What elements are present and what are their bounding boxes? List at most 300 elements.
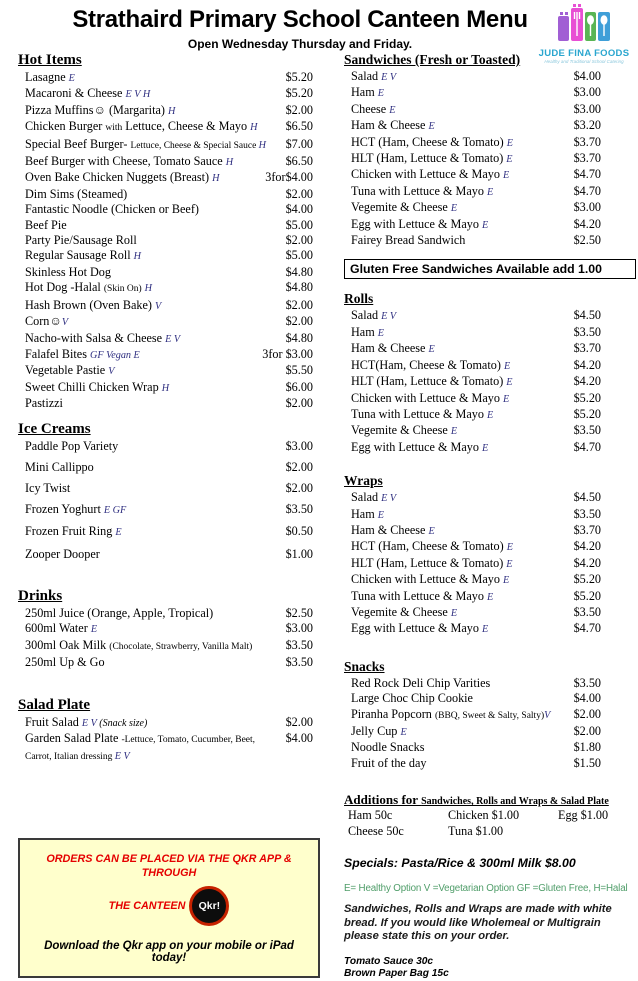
- item-price: $2.00: [285, 714, 313, 729]
- item-tag: E V: [381, 311, 397, 323]
- item-name: Party Pie/Sausage Roll: [25, 233, 137, 248]
- section-heading: Wraps: [344, 473, 383, 489]
- item-price: $2.00: [285, 297, 313, 312]
- item-name: Red Rock Deli Chip Varities: [351, 675, 491, 690]
- item-name: Mini Callippo: [25, 459, 94, 474]
- item-price: $3.50: [573, 506, 601, 521]
- item-tag: E: [450, 203, 458, 215]
- item-price: $6.50: [285, 154, 313, 169]
- item-tag: E V: [381, 493, 397, 505]
- menu-item: [351, 724, 601, 740]
- item-tag: E V: [114, 751, 130, 763]
- item-price: $2.50: [285, 605, 313, 620]
- item-name: Egg with Lettuce & Mayo E: [351, 216, 489, 231]
- item-price: $2.00: [285, 314, 313, 329]
- menu-item: [351, 308, 601, 324]
- orders-line2-text: THE CANTEEN: [108, 899, 186, 912]
- menu-item: [25, 524, 313, 540]
- section-items: [18, 715, 320, 766]
- item-name: 300ml Oak Milk (Chocolate, Strawberry, Vanilla Malt): [25, 637, 253, 652]
- item-tag: E: [506, 558, 513, 570]
- section-hot-items: [18, 52, 320, 412]
- item-price: $1.50: [573, 755, 601, 770]
- menu-item: [351, 605, 601, 621]
- item-name: Lasagne E: [25, 70, 75, 84]
- item-name: Tuna with Lettuce & Mayo E: [351, 183, 494, 198]
- item-name: Ham & Cheese E: [351, 341, 435, 356]
- additions-cell: Tuna $1.00: [448, 823, 504, 838]
- item-name: 250ml Up & Go: [25, 655, 105, 670]
- item-name: HLT (Ham, Lettuce & Tomato) E: [351, 151, 513, 166]
- menu-item: [25, 154, 313, 170]
- item-name: Ham & Cheese E: [351, 522, 435, 537]
- item-name: Skinless Hot Dog: [25, 264, 111, 279]
- section-heading: Drinks: [18, 587, 63, 604]
- item-name: Zooper Dooper: [25, 546, 100, 561]
- section-items: [344, 676, 636, 771]
- item-name: Ham E: [351, 506, 384, 521]
- item-price: $4.80: [285, 330, 313, 345]
- menu-item: [351, 676, 601, 691]
- right-column: [344, 52, 636, 981]
- item-tag: H: [258, 139, 267, 151]
- item-tag: (Chocolate, Strawberry, Vanilla Malt): [109, 641, 253, 652]
- menu-item: [351, 391, 601, 407]
- additions-heading: [344, 792, 636, 808]
- item-name: HCT (Ham, Cheese & Tomato) E: [351, 539, 513, 554]
- menu-item: [25, 363, 313, 379]
- item-tag: E: [506, 542, 513, 554]
- menu-item: [25, 380, 313, 396]
- additions-row: [348, 824, 636, 840]
- section-heading: Snacks: [344, 658, 385, 674]
- item-price: $3.00: [285, 621, 313, 636]
- menu-item: [351, 151, 601, 167]
- menu-item: [25, 218, 313, 233]
- menu-item: [351, 407, 601, 423]
- item-price: $3.00: [573, 85, 601, 100]
- item-name: Beef Pie: [25, 217, 67, 232]
- menu-item: [25, 137, 313, 154]
- menu-item: [351, 572, 601, 588]
- item-tag: E: [428, 525, 435, 537]
- menu-item: [351, 69, 601, 85]
- menu-item: [25, 233, 313, 248]
- item-price: 3for $3.00: [262, 346, 313, 361]
- item-price: $3.50: [573, 604, 601, 619]
- menu-item: [351, 490, 601, 506]
- item-tag: E: [389, 104, 396, 116]
- item-price: $1.00: [285, 546, 313, 561]
- item-name: Ham E: [351, 324, 384, 339]
- item-price: $5.20: [573, 406, 601, 421]
- item-name: Chicken with Lettuce & Mayo E: [351, 167, 510, 182]
- item-name: Tuna with Lettuce & Mayo E: [351, 406, 494, 421]
- menu-item: [351, 118, 601, 134]
- menu-item: [351, 740, 601, 755]
- menu-item: [25, 314, 313, 330]
- logo-name: JUDE FINA FOODS: [538, 48, 630, 59]
- item-name: Large Choc Chip Cookie: [351, 691, 473, 706]
- item-tag: E: [450, 607, 458, 619]
- item-price: $2.00: [285, 396, 313, 411]
- menu-item: [351, 374, 601, 390]
- menu-item: [351, 102, 601, 118]
- item-price: $4.20: [573, 216, 601, 231]
- item-tag: H: [133, 251, 142, 263]
- item-name: HCT(Ham, Cheese & Tomato) E: [351, 357, 511, 372]
- menu-item: [25, 731, 313, 766]
- gluten-free-notice: Gluten Free Sandwiches Available add 1.00: [344, 259, 636, 279]
- item-price: $6.00: [285, 379, 313, 394]
- item-tag: H: [250, 122, 258, 134]
- menu-item: [351, 539, 601, 555]
- menu-item: [351, 523, 601, 539]
- section-heading: Salad Plate: [18, 696, 91, 713]
- item-tag: E: [377, 88, 384, 100]
- item-price: $3.20: [573, 118, 601, 133]
- additions-heading-small: Sandwiches, Rolls and Wraps & Salad Plate: [421, 796, 609, 808]
- menu-item: [25, 86, 313, 102]
- section-ice-creams: [18, 421, 320, 562]
- item-tag: E: [502, 393, 510, 405]
- item-name: HLT (Ham, Lettuce & Tomato) E: [351, 555, 513, 570]
- item-price: $3.70: [573, 151, 601, 166]
- section-drinks: [18, 588, 320, 671]
- logo-tagline: Healthy and Traditional School Catering: [544, 59, 624, 64]
- item-name: Fairey Bread Sandwich: [351, 233, 466, 248]
- section-heading: Hot Items: [18, 52, 82, 68]
- menu-item: [25, 103, 313, 119]
- item-name: Chicken Burger with Lettuce, Cheese & Mayo H: [25, 119, 258, 134]
- menu-item: [25, 119, 313, 136]
- menu-item: [25, 347, 313, 363]
- item-tag: H: [167, 105, 176, 117]
- orders-line2: [26, 886, 312, 926]
- item-name: Regular Sausage Roll H: [25, 248, 142, 263]
- menu-item: [351, 341, 601, 357]
- item-name: HCT (Ham, Cheese & Tomato) E: [351, 134, 513, 149]
- item-name: Vegemite & Cheese E: [351, 604, 458, 619]
- item-price: $3.00: [573, 200, 601, 215]
- section-heading: Ice Creams: [18, 420, 91, 437]
- section-items: [18, 606, 320, 671]
- bread-note: Sandwiches, Rolls and Wraps are made with white bread. If you would like Wholemeal or Multigrain please state this on your order.: [344, 903, 612, 943]
- item-price: $3.00: [285, 438, 313, 453]
- item-tag: H: [212, 173, 220, 185]
- item-name: Tuna with Lettuce & Mayo E: [351, 588, 494, 603]
- item-tag: with: [105, 123, 123, 134]
- cutlery-bars-icon: [555, 3, 613, 43]
- item-price: $3.50: [573, 423, 601, 438]
- item-name: Jelly Cup E: [351, 724, 407, 738]
- item-price: $3.70: [573, 341, 601, 356]
- additions-heading-main: Additions for: [344, 792, 422, 808]
- bag-note: Brown Paper Bag 15c: [344, 968, 449, 980]
- menu-item: [25, 481, 313, 496]
- menu-item: [25, 170, 313, 186]
- item-name: Cheese E: [351, 101, 396, 116]
- additions-cell: Ham 50c: [348, 808, 393, 823]
- item-price: $6.50: [285, 119, 313, 134]
- item-name: Macaroni & Cheese E V H: [25, 86, 151, 101]
- menu-item: [351, 440, 601, 456]
- item-name: Fruit of the day: [351, 755, 427, 770]
- item-name: 600ml Water E: [25, 621, 98, 636]
- item-name: Ham E: [351, 85, 384, 100]
- item-tag: E: [482, 219, 489, 231]
- menu-item: [351, 423, 601, 439]
- item-price: $4.50: [573, 490, 601, 505]
- sauce-note: Tomato Sauce 30c: [344, 955, 434, 967]
- menu-item: [25, 655, 313, 670]
- item-tag: (Snack size): [99, 717, 148, 729]
- menu-item: [25, 298, 313, 314]
- menu-item: [351, 325, 601, 341]
- item-tag: E: [450, 426, 458, 438]
- item-price: $5.20: [285, 70, 313, 84]
- item-name: Chicken with Lettuce & Mayo E: [351, 572, 510, 587]
- item-price: $5.00: [285, 217, 313, 232]
- item-tag: E: [486, 186, 494, 198]
- menu-item: [25, 606, 313, 621]
- item-price: $4.70: [573, 439, 601, 454]
- menu-item: [25, 331, 313, 347]
- section-heading: Rolls: [344, 291, 374, 307]
- item-price: $2.50: [573, 233, 601, 248]
- item-name: Ham & Cheese E: [351, 118, 435, 133]
- item-price: $5.50: [285, 363, 313, 378]
- item-price: $4.00: [285, 202, 313, 217]
- item-name: Noodle Snacks: [351, 740, 425, 755]
- item-price: $4.00: [573, 691, 601, 706]
- item-name: Pastizzi: [25, 396, 63, 411]
- menu-item: [351, 691, 601, 706]
- item-name: Piranha Popcorn (BBQ, Sweet & Salty, Salty)V: [351, 706, 551, 721]
- item-tag: E: [68, 73, 75, 84]
- menu-item: [25, 265, 313, 280]
- item-price: $2.00: [285, 480, 313, 495]
- item-tag: E: [506, 377, 513, 389]
- menu-item: [25, 70, 313, 86]
- section-additions: [344, 792, 636, 839]
- item-price: $1.80: [573, 740, 601, 755]
- item-name: Fantastic Noodle (Chicken or Beef): [25, 202, 199, 217]
- item-price: $3.50: [285, 655, 313, 670]
- item-tag: E: [506, 137, 513, 149]
- menu-item: [351, 589, 601, 605]
- item-name: 250ml Juice (Orange, Apple, Tropical): [25, 605, 214, 620]
- item-price: $0.50: [285, 524, 313, 539]
- additions-cell: Egg $1.00: [558, 808, 609, 823]
- orders-line1: ORDERS CAN BE PLACED VIA THE QKR APP & THROUGH: [46, 852, 292, 879]
- dietary-legend: E= Healthy Option V =Vegetarian Option GF =Gluten Free, H=Halal: [344, 883, 628, 895]
- menu-item: [25, 715, 313, 731]
- item-name: Chicken with Lettuce & Mayo E: [351, 390, 510, 405]
- menu-item: [351, 233, 601, 248]
- section-items: [18, 70, 320, 412]
- item-price: $4.70: [573, 621, 601, 636]
- item-tag: H: [144, 283, 153, 295]
- item-price: $4.00: [573, 69, 601, 83]
- section-items: [18, 439, 320, 562]
- section-items: [344, 308, 636, 456]
- item-price: $5.00: [285, 248, 313, 263]
- item-price: 3for$4.00: [265, 170, 313, 185]
- item-name: Egg with Lettuce & Mayo E: [351, 439, 489, 454]
- menu-item: [25, 202, 313, 217]
- menu-item: [25, 502, 313, 518]
- qkr-app-icon: Qkr!: [189, 886, 229, 926]
- item-price: $5.20: [573, 572, 601, 587]
- item-name: Oven Bake Chicken Nuggets (Breast) H: [25, 170, 220, 185]
- menu-item: [351, 507, 601, 523]
- item-tag: H: [161, 382, 170, 394]
- item-tag: E: [486, 409, 494, 421]
- item-price: $4.20: [573, 555, 601, 570]
- item-price: $3.50: [285, 637, 313, 652]
- item-price: $4.80: [285, 264, 313, 279]
- menu-item: [25, 621, 313, 637]
- specials-note: Specials: Pasta/Rice & 300ml Milk $8.00: [344, 856, 576, 871]
- item-tag: (BBQ, Sweet & Salty, Salty): [434, 710, 545, 721]
- item-price: $5.20: [573, 588, 601, 603]
- item-price: $4.20: [573, 374, 601, 389]
- item-price: $2.00: [573, 706, 601, 721]
- item-price: $3.50: [573, 324, 601, 339]
- item-name: Frozen Fruit Ring E: [25, 524, 122, 539]
- item-price: $4.00: [285, 730, 313, 745]
- menu-item: [351, 556, 601, 572]
- item-tag: E V: [381, 72, 397, 83]
- item-tag: E: [502, 575, 510, 587]
- menu-item: [351, 167, 601, 183]
- item-name: Paddle Pop Variety: [25, 438, 119, 453]
- item-name: Salad E V: [351, 308, 397, 323]
- item-tag: E V H: [125, 89, 151, 101]
- item-tag: H: [225, 157, 234, 169]
- section-items: [344, 490, 636, 638]
- item-tag: -Lettuce, Tomato, Cucumber, Beet, Carrot, Italian dressing: [25, 734, 256, 763]
- item-tag: Lettuce, Cheese & Special Sauce: [130, 140, 259, 151]
- item-price: $3.50: [573, 675, 601, 690]
- menu-item: [351, 621, 601, 637]
- item-name: Hot Dog -Halal (Skin On) H: [25, 280, 153, 295]
- item-price: $4.70: [573, 183, 601, 198]
- item-tag: E: [400, 727, 407, 738]
- additions-cell: Cheese 50c: [348, 823, 404, 838]
- item-name: Vegemite & Cheese E: [351, 423, 458, 438]
- additions-cell: Chicken $1.00: [448, 808, 520, 823]
- item-tag: E V: [81, 717, 100, 729]
- page-subtitle: Open Wednesday Thursday and Friday.: [187, 37, 413, 51]
- item-name: Salad E V: [351, 69, 397, 83]
- item-tag: E: [502, 170, 510, 182]
- item-name: Icy Twist: [25, 480, 71, 495]
- item-tag: E: [428, 121, 435, 133]
- item-price: $2.00: [285, 186, 313, 201]
- item-tag: (Skin On): [103, 284, 142, 295]
- item-tag: E: [486, 591, 494, 603]
- menu-item: [351, 200, 601, 216]
- item-name: HLT (Ham, Lettuce & Tomato) E: [351, 374, 513, 389]
- item-tag: V: [108, 366, 115, 378]
- menu-item: [351, 756, 601, 771]
- item-price: $2.00: [285, 233, 313, 248]
- menu-item: [25, 439, 313, 454]
- item-name: Salad E V: [351, 490, 397, 505]
- item-tag: V: [154, 300, 162, 312]
- item-price: $4.70: [573, 167, 601, 182]
- item-tag: E: [115, 527, 122, 539]
- item-name: Fruit Salad E V (Snack size): [25, 714, 148, 729]
- item-tag: GF Vegan E: [89, 349, 140, 361]
- page-title: Strathaird Primary School Canteen Menu: [72, 6, 528, 33]
- item-price: $7.00: [285, 136, 313, 151]
- additions-rows: [344, 808, 636, 839]
- item-price: $4.20: [573, 357, 601, 372]
- left-column: [18, 52, 320, 978]
- item-name: Pizza Muffins☺ (Margarita) H: [25, 102, 176, 117]
- menu-item: [25, 396, 313, 411]
- orders-notice-box: [18, 838, 320, 978]
- item-tag: E: [482, 442, 489, 454]
- section-sandwiches: [344, 52, 636, 248]
- download-note: Download the Qkr app on your mobile or iPad today!: [44, 939, 294, 964]
- item-name: Vegemite & Cheese E: [351, 200, 458, 215]
- item-name: Nacho-with Salsa & Cheese E V: [25, 330, 181, 345]
- section-snacks: [344, 659, 636, 771]
- menu-item: [351, 135, 601, 151]
- extras-notes: [344, 956, 636, 981]
- section-rolls: [344, 291, 636, 456]
- item-price: $3.50: [285, 502, 313, 517]
- item-tag: E: [90, 624, 98, 636]
- item-name: Corn☺V: [25, 314, 69, 329]
- item-price: $3.00: [573, 101, 601, 116]
- section-wraps: [344, 473, 636, 638]
- item-name: Falafel Bites GF Vegan E: [25, 346, 140, 361]
- item-name: Dim Sims (Steamed): [25, 186, 128, 201]
- item-tag: E GF: [103, 505, 127, 517]
- item-tag: V: [544, 709, 551, 721]
- additions-row: [348, 808, 636, 824]
- item-name: Sweet Chilli Chicken Wrap H: [25, 379, 170, 394]
- item-tag: E: [506, 154, 513, 166]
- menu-item: [351, 707, 601, 724]
- item-tag: V: [61, 317, 69, 329]
- section-salad-plate: [18, 697, 320, 766]
- menu-item: [351, 85, 601, 101]
- item-price: $5.20: [573, 390, 601, 405]
- item-tag: E V: [165, 333, 181, 345]
- item-price: $3.70: [573, 134, 601, 149]
- section-heading: Sandwiches (Fresh or Toasted): [344, 52, 521, 67]
- menu-item: [25, 638, 313, 655]
- item-name: Hash Brown (Oven Bake) V: [25, 297, 162, 312]
- section-items: [344, 69, 636, 248]
- menu-item: [25, 280, 313, 297]
- item-price: $2.00: [285, 459, 313, 474]
- menu-item: [351, 217, 601, 233]
- menu-item: [25, 187, 313, 202]
- menu-item: [25, 460, 313, 475]
- item-name: Vegetable Pastie V: [25, 363, 115, 378]
- item-tag: E: [503, 360, 511, 372]
- item-price: $4.80: [285, 280, 313, 295]
- item-name: Beef Burger with Cheese, Tomato Sauce H: [25, 154, 234, 169]
- item-name: Egg with Lettuce & Mayo E: [351, 621, 489, 636]
